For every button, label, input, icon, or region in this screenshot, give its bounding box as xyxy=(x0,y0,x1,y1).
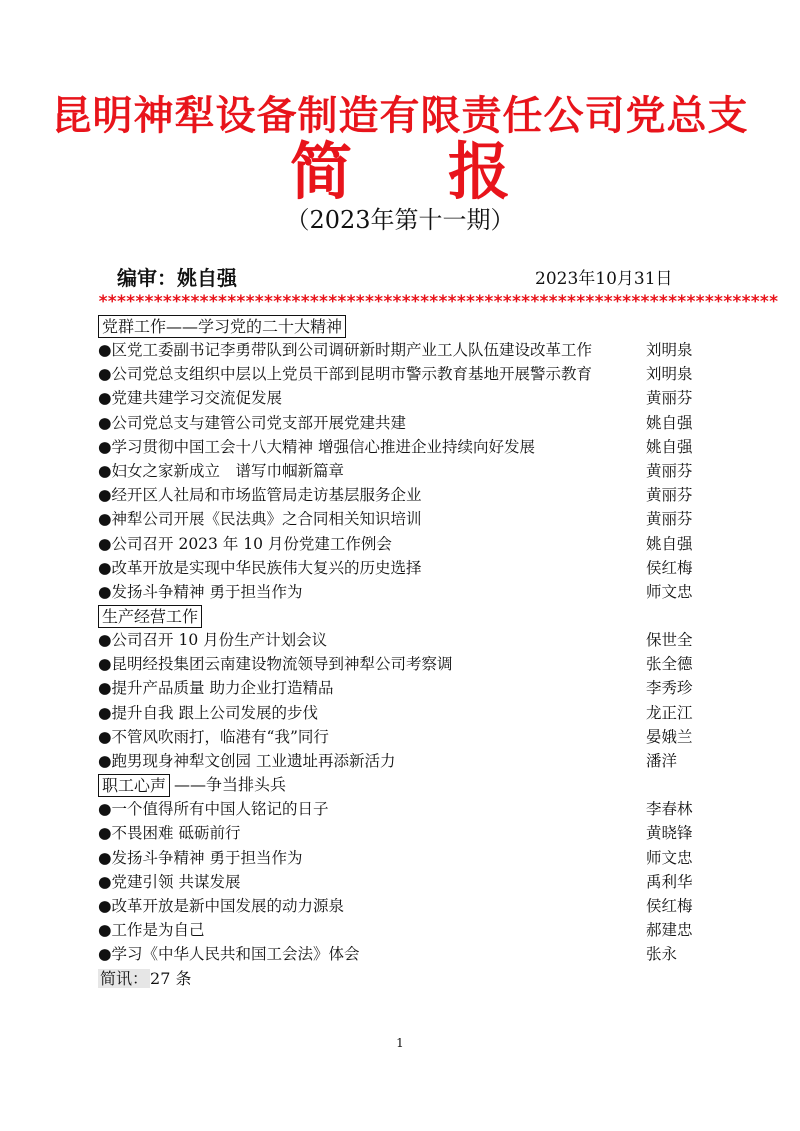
item-title[interactable]: ●区党工委副书记李勇带队到公司调研新时期产业工人队伍建设改革工作 xyxy=(98,341,593,359)
section-subtitle: ——争当排头兵 xyxy=(174,775,287,795)
item-author: 李春林 xyxy=(646,800,693,819)
item-author: 龙正江 xyxy=(646,703,693,722)
item-author: 黄晓锋 xyxy=(646,824,693,843)
section-header-production xyxy=(98,604,702,628)
item-author: 师文忠 xyxy=(646,582,693,601)
list-item xyxy=(98,628,702,652)
item-author: 李秀珍 xyxy=(646,679,693,698)
item-author: 师文忠 xyxy=(646,848,693,867)
item-title[interactable]: ●学习《中华人民共和国工会法》体会 xyxy=(98,945,360,964)
item-title[interactable]: ●公司党总支与建管公司党支部开展党建共建 xyxy=(98,413,407,432)
item-title[interactable]: ●神犁公司开展《民法典》之合同相关知识培训 xyxy=(98,510,422,529)
issue-number: （2023年第十一期） xyxy=(285,206,515,234)
contents-list xyxy=(98,314,702,991)
item-title[interactable]: ●发扬斗争精神 勇于担当作为 xyxy=(98,582,303,601)
item-author: 郝建忠 xyxy=(646,921,693,940)
list-item xyxy=(98,870,702,894)
item-title[interactable]: ●党建共建学习交流促发展 xyxy=(98,389,283,408)
section-header-staff-voice xyxy=(98,773,702,797)
list-item xyxy=(98,701,702,725)
item-author: 黄丽芬 xyxy=(646,486,693,505)
section-label: 生产经营工作 xyxy=(98,605,202,628)
org-title: 昆明神犁设备制造有限责任公司党总支 xyxy=(51,92,749,139)
item-author: 晏娥兰 xyxy=(646,727,693,746)
item-author: 黄丽芬 xyxy=(646,389,693,408)
item-author: 张全德 xyxy=(646,655,693,674)
item-author: 刘明泉 xyxy=(646,341,693,359)
list-item xyxy=(98,411,702,435)
item-author: 姚自强 xyxy=(646,534,693,553)
item-title[interactable]: ●经开区人社局和市场监管局走访基层服务企业 xyxy=(98,486,422,505)
item-title[interactable]: ●发扬斗争精神 勇于担当作为 xyxy=(98,848,303,867)
list-item xyxy=(98,942,702,966)
item-title[interactable]: ●工作是为自己 xyxy=(98,921,205,940)
brief-label: 简讯： xyxy=(100,968,149,988)
main-title: 简报 xyxy=(289,135,606,208)
list-item xyxy=(98,652,702,676)
item-author: 侯红梅 xyxy=(646,896,693,915)
list-item xyxy=(98,338,702,362)
list-item xyxy=(98,483,702,507)
section-label: 党群工作——学习党的二十大精神 xyxy=(98,315,346,338)
item-author: 侯红梅 xyxy=(646,558,693,577)
item-author: 保世全 xyxy=(646,631,693,650)
item-title[interactable]: ●提升产品质量 助力企业打造精品 xyxy=(98,679,334,698)
item-author: 姚自强 xyxy=(646,437,693,456)
list-item xyxy=(98,386,702,410)
list-item xyxy=(98,532,702,556)
item-author: 姚自强 xyxy=(646,413,693,432)
item-author: 张永 xyxy=(646,945,678,964)
item-author: 潘洋 xyxy=(646,752,678,770)
item-title[interactable]: ●公司党总支组织中层以上党员干部到昆明市警示教育基地开展警示教育 xyxy=(98,365,593,384)
brief-news-line xyxy=(98,967,702,991)
item-title[interactable]: ●学习贯彻中国工会十八大精神 增强信心推进企业持续向好发展 xyxy=(98,437,535,456)
item-author: 禹利华 xyxy=(646,872,693,891)
list-item xyxy=(98,846,702,870)
item-title[interactable]: ●昆明经投集团云南建设物流领导到神犁公司考察调 xyxy=(98,655,453,674)
item-title[interactable]: ●一个值得所有中国人铭记的日子 xyxy=(98,800,329,819)
list-item xyxy=(98,580,702,604)
section-label: 职工心声 xyxy=(98,774,170,797)
list-item xyxy=(98,821,702,845)
list-item xyxy=(98,725,702,749)
list-item xyxy=(98,362,702,386)
item-title[interactable]: ●改革开放是新中国发展的动力源泉 xyxy=(98,896,345,915)
list-item xyxy=(98,507,702,531)
item-title[interactable]: ●改革开放是实现中华民族伟大复兴的历史选择 xyxy=(98,558,422,577)
editor-line: 编审：姚自强 xyxy=(117,266,237,290)
item-title[interactable]: ●不畏困难 砥砺前行 xyxy=(98,824,241,843)
item-title[interactable]: ●公司召开 10 月份生产计划会议 xyxy=(98,631,328,650)
item-author: 刘明泉 xyxy=(646,365,693,384)
list-item xyxy=(98,435,702,459)
item-title[interactable]: ●公司召开 2023 年 10 月份党建工作例会 xyxy=(98,534,392,553)
list-item xyxy=(98,676,702,700)
item-author: 黄丽芬 xyxy=(646,461,693,480)
list-item xyxy=(98,918,702,942)
item-title[interactable]: ●提升自我 跟上公司发展的步伐 xyxy=(98,703,318,722)
list-item xyxy=(98,459,702,483)
list-item xyxy=(98,894,702,918)
list-item xyxy=(98,797,702,821)
list-item xyxy=(98,556,702,580)
item-title[interactable]: ●跑男现身神犁文创园 工业遗址再添新活力 xyxy=(98,752,396,770)
star-divider: ************************************************************************** xyxy=(98,292,778,312)
item-title[interactable]: ●党建引领 共谋发展 xyxy=(98,872,241,891)
issue-date: 2023年10月31日 xyxy=(535,269,673,289)
list-item xyxy=(98,749,702,773)
item-title[interactable]: ●不管风吹雨打，临港有“我”同行 xyxy=(98,727,329,746)
section-header-party xyxy=(98,314,702,338)
item-author: 黄丽芬 xyxy=(646,510,693,529)
item-title[interactable]: ●妇女之家新成立 谱写巾帼新篇章 xyxy=(98,461,345,480)
brief-count: 27 条 xyxy=(150,968,192,988)
page-number: 1 xyxy=(396,1036,404,1050)
